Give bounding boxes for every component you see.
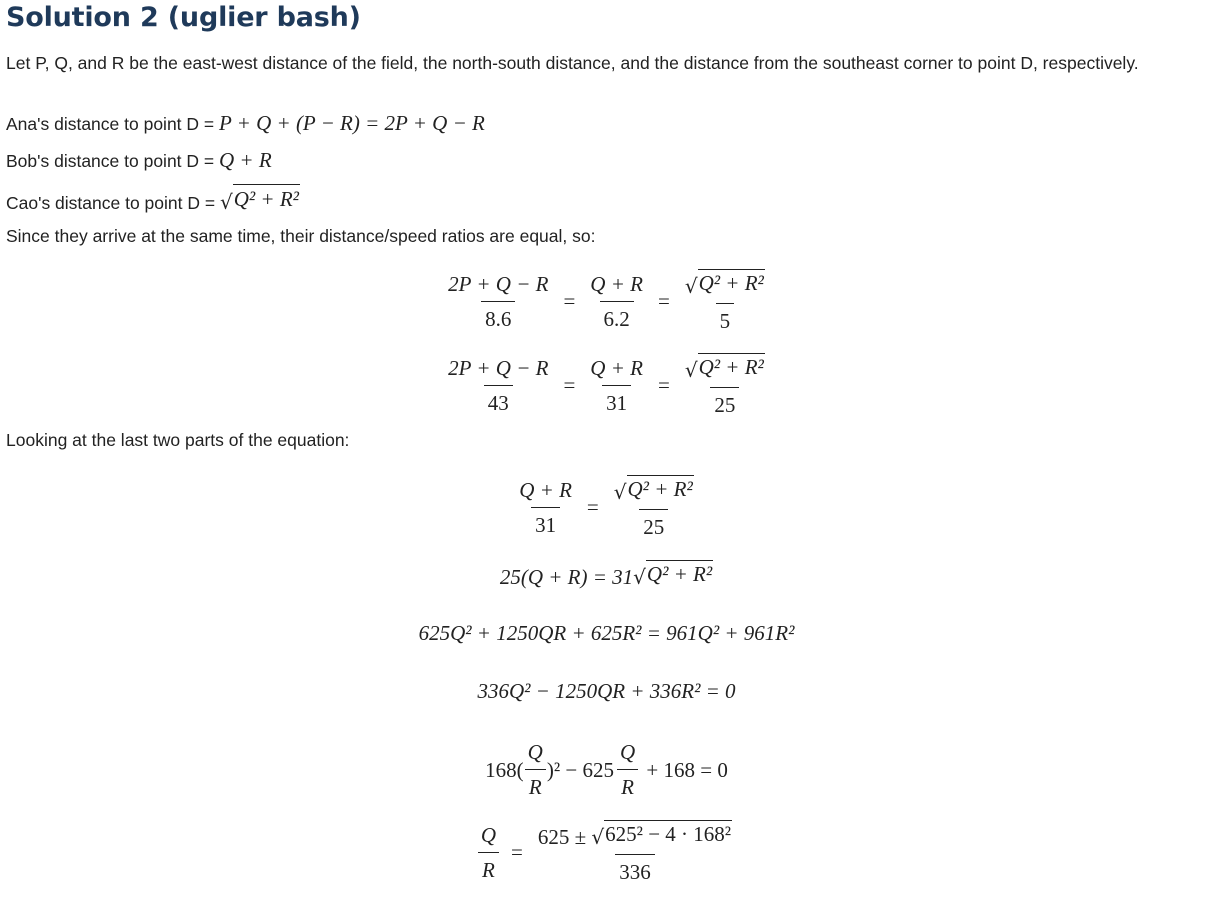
bob-distance-line — [6, 147, 1186, 174]
equation-text: 625Q² + 1250QR + 625R² = 961Q² + 961R² — [418, 621, 795, 645]
equation-part: )² — [546, 757, 561, 782]
denominator: 43 — [484, 385, 513, 416]
equals-sign: = — [511, 840, 523, 864]
denominator: R — [478, 852, 499, 883]
radicand: 625² − 4 · 168² — [605, 822, 732, 846]
since-paragraph: Since they arrive at the same time, their distance/speed ratios are equal, so: — [6, 226, 596, 246]
denominator: 336 — [615, 854, 655, 885]
numerator: Q + R — [590, 271, 643, 296]
equation-part: 168( — [485, 757, 524, 782]
equals-sign: = — [563, 373, 576, 397]
equation-quadratic-formula — [0, 820, 1213, 885]
sqrt-sign: √ — [684, 274, 698, 298]
numerator: Q — [480, 822, 497, 847]
equals-sign: = — [657, 373, 670, 397]
equation-cross-multiplied — [0, 560, 1213, 590]
numerator: Q — [619, 740, 636, 764]
equation-ratio-integer — [0, 353, 1213, 418]
equals-sign: = — [657, 289, 670, 313]
cao-radicand: Q² + R² — [233, 184, 300, 212]
numerator-part: 625 ± — [537, 825, 592, 849]
equation-last-two-parts — [0, 475, 1213, 540]
denominator: 6.2 — [600, 301, 634, 332]
cao-expression — [220, 184, 300, 212]
numerator: Q + R — [590, 355, 643, 380]
looking-paragraph: Looking at the last two parts of the equation: — [6, 430, 350, 450]
denominator: R — [525, 769, 546, 800]
ana-expression: P + Q + (P − R) = 2P + Q − R — [218, 111, 485, 135]
cao-label: Cao's distance to point D = — [6, 193, 220, 213]
equation-left-side: 25(Q + R) = 31 — [499, 565, 634, 589]
numerator: Q — [527, 740, 543, 764]
equation-part: − 625 — [560, 757, 614, 782]
radicand: Q² + R² — [698, 355, 764, 379]
ana-distance-line — [6, 110, 1186, 137]
denominator: 8.6 — [481, 301, 515, 332]
intro-paragraph: Let P, Q, and R be the east-west distance of the field, the north-south distance, and the distance from the southeast corner to point D, respectively. — [6, 53, 1139, 73]
bob-expression: Q + R — [218, 148, 272, 172]
radicand: Q² + R² — [698, 271, 764, 295]
denominator: 31 — [531, 507, 560, 538]
equals-sign: = — [563, 289, 576, 313]
sqrt-sign: √ — [219, 190, 233, 214]
equation-quadratic-ratio — [0, 740, 1213, 800]
sqrt-sign: √ — [684, 358, 698, 382]
equals-sign: = — [586, 495, 599, 519]
denominator: 31 — [602, 385, 631, 416]
radicand: Q² + R² — [627, 477, 693, 501]
equation-squared — [0, 621, 1213, 646]
section-heading: Solution 2 (uglier bash) — [6, 2, 361, 33]
equation-ratio-decimal — [0, 269, 1213, 334]
radicand: Q² + R² — [646, 562, 713, 586]
denominator: 25 — [710, 387, 739, 418]
cao-distance-line — [6, 184, 1186, 216]
denominator: 25 — [639, 509, 668, 540]
sqrt-sign: √ — [633, 565, 646, 589]
sqrt-sign: √ — [613, 480, 627, 504]
ana-label: Ana's distance to point D = — [6, 114, 219, 134]
denominator: R — [617, 769, 638, 800]
sqrt-sign: √ — [591, 825, 605, 849]
numerator: Q + R — [519, 477, 572, 502]
denominator: 5 — [716, 303, 735, 334]
equation-simplified — [0, 679, 1213, 704]
equation-text: 336Q² − 1250QR + 336R² = 0 — [477, 679, 736, 703]
bob-label: Bob's distance to point D = — [6, 151, 219, 171]
numerator: 2P + Q − R — [448, 355, 549, 380]
numerator: 2P + Q − R — [448, 271, 549, 296]
equation-part: + 168 = 0 — [641, 757, 728, 782]
